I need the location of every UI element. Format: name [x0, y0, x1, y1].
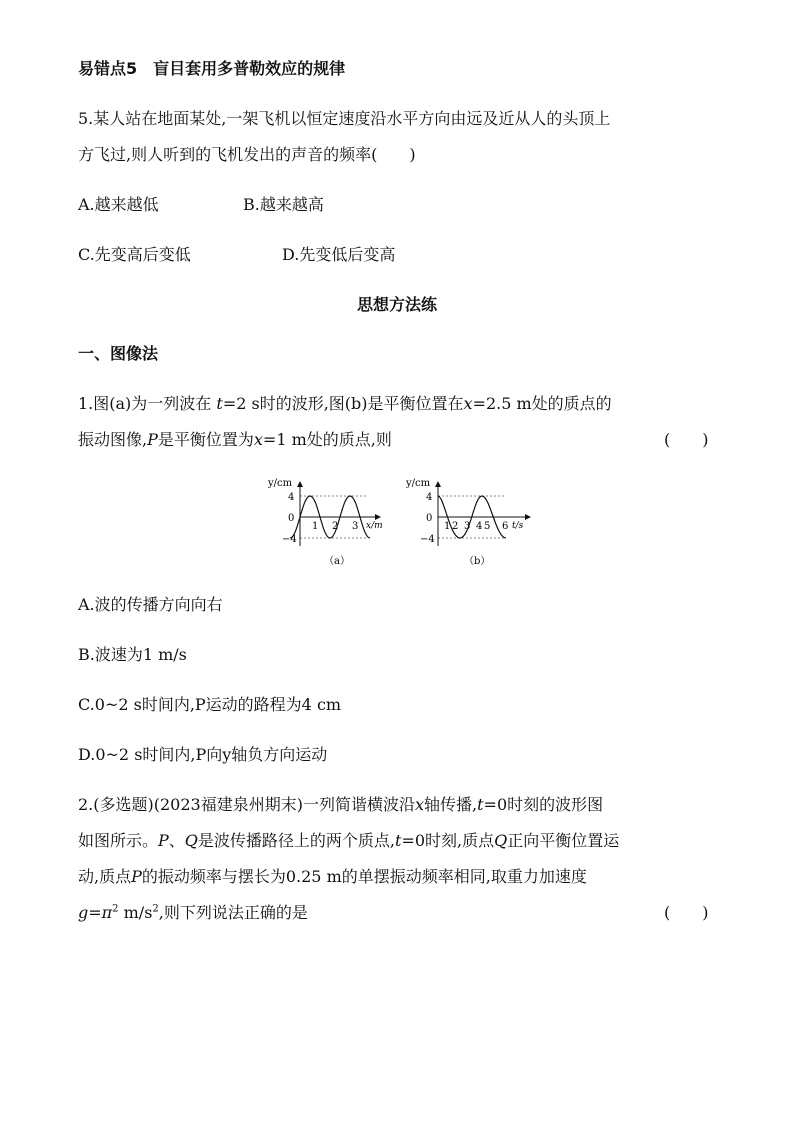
q1-text: 振动图像, [78, 430, 148, 449]
q5-option-d: D.先变低后变高 [282, 245, 396, 264]
q2-text: 正向平衡位置运 [507, 831, 620, 850]
var-p: P [131, 867, 142, 886]
q1-text: 是平衡位置为 [157, 430, 254, 449]
y-axis-label: y/cm [268, 478, 293, 489]
q2-text: 的振动频率与摆长为0.25 m的单摆振动频率相同,取重力加速度 [141, 867, 587, 886]
q1-option-a: A.波的传播方向向右 [78, 595, 223, 614]
y-tick: 4 [288, 492, 295, 503]
q5-option-a: A.越来越低 [78, 195, 159, 214]
x-axis-label: x/m [366, 521, 383, 531]
t-axis-label: t/s [512, 521, 524, 531]
q5-line-1: 5.某人站在地面某处,一架飞机以恒定速度沿水平方向由远及近从人的头顶上 [78, 109, 611, 128]
var-pi: π [101, 903, 113, 922]
section-heading: 易错点5 盲目套用多普勒效应的规律 [78, 59, 346, 78]
q2-text: 如图所示。 [78, 831, 159, 850]
figure-caption: （a） [324, 556, 350, 567]
t-tick: 3 [464, 521, 471, 532]
q2-text: ,则下列说法正确的是 [158, 903, 308, 922]
q1-text: =2 s时的波形,图(b)是平衡位置在 [222, 394, 464, 413]
figure-caption: （b） [464, 556, 491, 567]
q1-line-2 [78, 429, 392, 451]
y-tick: 0 [426, 513, 433, 524]
practice-subtitle: 一、图像法 [78, 344, 159, 363]
var-x: x [253, 430, 263, 449]
var-t: t [395, 831, 402, 850]
t-tick: 5 [484, 521, 491, 532]
y-tick: 0 [288, 513, 295, 524]
q2-text: 是波传播路径上的两个质点, [197, 831, 396, 850]
q2-text: 、 [168, 831, 185, 850]
var-q: Q [494, 831, 508, 850]
var-x: x [463, 394, 473, 413]
var-t: t [477, 795, 484, 814]
q5-option-c: C.先变高后变低 [78, 245, 191, 264]
figure-b-vibration-graph [402, 474, 542, 570]
y-tick: −4 [282, 534, 297, 545]
q5-line-2: 方飞过,则人听到的飞机发出的声音的频率( ) [78, 145, 416, 164]
q1-option-d: D.0~2 s时间内,P向y轴负方向运动 [78, 745, 328, 764]
t-tick: 4 [476, 521, 483, 532]
q1-text: =1 m处的质点,则 [262, 430, 392, 449]
q2-text: =0时刻,质点 [401, 831, 495, 850]
var-g: g [78, 903, 89, 922]
t-tick: 1 [444, 521, 451, 532]
q2-text: =0时刻的波形图 [483, 795, 604, 814]
q2-text: m/s [118, 903, 153, 922]
q2-text: 2.(多选题)(2023福建泉州期末)一列简谐横波沿 [78, 795, 415, 814]
q2-line-3 [78, 866, 587, 888]
exponent: 2 [112, 903, 119, 915]
q1-option-b: B.波速为1 m/s [78, 645, 187, 664]
figure-a-wave-graph [262, 474, 392, 570]
q2-answer-paren: ( ) [664, 903, 709, 922]
t-tick: 2 [452, 521, 459, 532]
var-q: Q [184, 831, 198, 850]
q2-line-1 [78, 794, 603, 816]
x-tick: 1 [312, 521, 319, 532]
exponent: 2 [152, 903, 159, 915]
y-tick: 4 [426, 492, 433, 503]
var-p: P [147, 430, 158, 449]
q1-answer-paren: ( ) [664, 430, 709, 449]
q1-text: 1.图(a)为一列波在 [78, 394, 217, 413]
t-tick: 6 [502, 521, 509, 532]
x-tick: 3 [352, 521, 359, 532]
q2-line-4 [78, 902, 308, 924]
y-tick: −4 [420, 534, 435, 545]
q2-line-2 [78, 830, 619, 852]
y-axis-label: y/cm [406, 478, 431, 489]
x-tick: 2 [332, 521, 339, 532]
practice-title: 思想方法练 [356, 295, 437, 314]
var-p: P [158, 831, 169, 850]
var-x: x [414, 795, 424, 814]
q5-option-b: B.越来越高 [243, 195, 324, 214]
q1-option-c: C.0~2 s时间内,P运动的路程为4 cm [78, 695, 342, 714]
var-t: t [216, 394, 223, 413]
q2-text: 动,质点 [78, 867, 132, 886]
q2-text: 轴传播, [424, 795, 478, 814]
q1-line-1 [78, 393, 612, 415]
q2-text: = [88, 903, 102, 922]
q1-text: =2.5 m处的质点的 [472, 394, 612, 413]
